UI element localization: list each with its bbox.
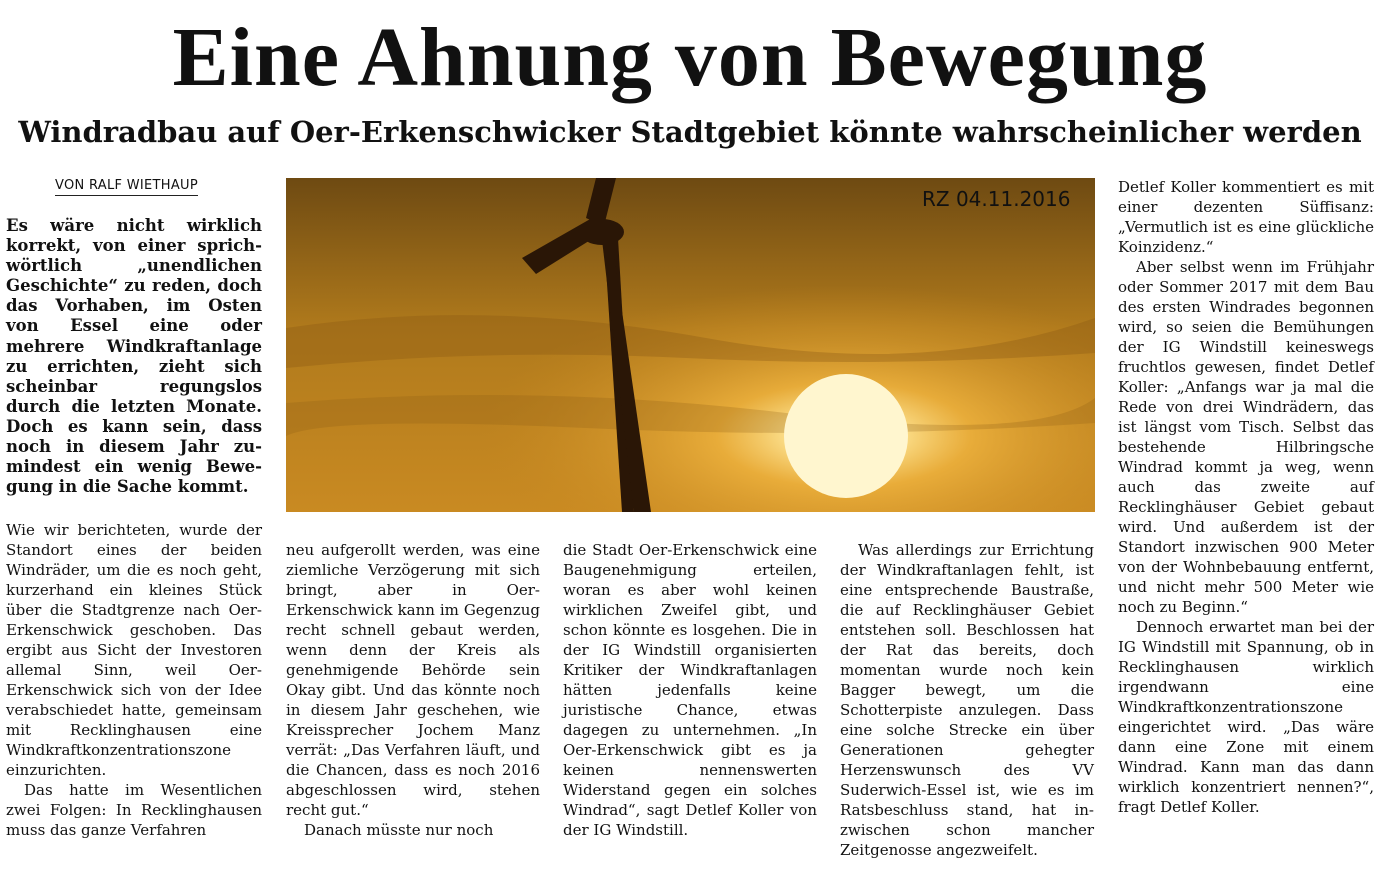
- article-column-2: [286, 540, 540, 840]
- paragraph: Dennoch erwartet man bei der IG Windstill mit Spannung, ob in Recklinghausen wirklich irgendwann eine Windkraftkonzentrationszone eingerichtet wird. „Das wäre dann eine Zone mit einem Windrad. Kann man das dann wirklich konzentriert nennen?“, fragt Detlef Koller.: [1118, 618, 1374, 816]
- paragraph: Was allerdings zur Errichtung der Windkraftanlagen fehlt, ist eine entsprechende Baustraße, die auf Recklinghäuser Gebiet entstehen soll. Beschlossen hat der Rat das bereits, doch momentan wurde noch kein Bagger bewegt, um die Schotterpiste anzulegen. Dass eine solche Strecke ein über Generationen gehegter Herzenswunsch des VV Suderwich-Essel ist, wie es im Ratsbeschluss stand, hat inzwischen schon mancher Zeitgenosse angezweifelt.: [840, 541, 1094, 859]
- photo-illustration: [286, 178, 1095, 512]
- sun: [784, 374, 908, 498]
- subheadline: Windradbau auf Oer-Erkenschwicker Stadtgebiet könnte wahrscheinlicher werden: [18, 115, 1362, 149]
- article-column-3: [563, 540, 817, 840]
- paragraph: die Stadt Oer-Erkenschwick eine Baugenehmigung erteilen, woran es aber wohl keinen wirklichen Zweifel gibt, und schon könnte es losgehen. Die in der IG Windstill organisierten Kritiker der Windkraftanlagen hätten jedenfalls keine juristische Chance, etwas dagegen zu unternehmen. „In Oer-Erkenschwick gibt es ja keinen nennenswerten Widerstand gegen ein solches Windrad“, sagt Detlef Koller von der IG Windstill.: [563, 541, 817, 839]
- paragraph: Das hatte im Wesentlichen zwei Folgen: In Recklinghausen muss das ganze Verfahren: [6, 781, 262, 839]
- article-column-1: [6, 520, 262, 840]
- paragraph: Aber selbst wenn im Frühjahr oder Sommer 2017 mit dem Bau des ersten Windrades begonnen wird, so seien die Bemühungen der IG Windstill keineswegs fruchtlos gewesen, findet Detlef Koller: „Anfangs war ja mal die Rede von drei Windrädern, das ist längst vom Tisch. Selbst das bestehende Hilbringsche Windrad kommt ja weg, wenn auch das zweite auf Recklinghäuser Gebiet gebaut wird. Und außerdem ist der Standort inzwischen 900 Meter von der Wohnbebauung entfernt, und nicht mehr 500 Meter wie noch zu Beginn.“: [1118, 258, 1374, 616]
- article-column-4: [840, 540, 1094, 860]
- paragraph: Wie wir berichteten, wurde der Standort eines der beiden Windräder, um die es noch geht, kurzerhand ein kleines Stück über die Stadtgrenze nach Oer-Erkenschwick geschoben. Das ergibt aus Sicht der Investoren allemal Sinn, weil Oer-Erkenschwick sich von der Idee verabschiedet hatte, gemeinsam mit Recklinghausen eine Windkraftkonzentrationszone einzurichten.: [6, 521, 262, 779]
- photo-date-stamp: RZ 04.11.2016: [922, 187, 1071, 211]
- lede-paragraph: Es wäre nicht wirklich korrekt, von einer sprichwörtlich „unendlichen Geschichte“ zu reden, doch das Vorhaben, im Osten von Essel eine oder mehrere Windkraftanlage zu errichten, zieht sich scheinbar regungslos durch die letzten Monate. Doch es kann sein, dass noch in diesem Jahr zumindest ein wenig Bewegung in die Sache kommt.: [6, 216, 262, 497]
- paragraph: Danach müsste nur noch: [304, 821, 494, 839]
- paragraph: Detlef Koller kommentiert es mit einer dezenten Süffisanz: „Vermutlich ist es eine glückliche Koinzidenz.“: [1118, 178, 1374, 256]
- wind-turbine-sunset-photo: [286, 178, 1095, 512]
- headline: Eine Ahnung von Bewegung: [172, 11, 1208, 104]
- article-column-5: [1118, 177, 1374, 817]
- paragraph: neu aufgerollt werden, was eine ziemliche Verzögerung mit sich bringt, aber in Oer-Erkenschwick kann im Gegenzug recht schnell gebaut werden, wenn denn der Kreis als genehmigende Behörde sein Okay gibt. Und das könnte noch in diesem Jahr geschehen, wie Kreissprecher Jochem Manz verrät: „Das Verfahren läuft, und die Chancen, dass es noch 2016 abgeschlossen wird, stehen recht gut.“: [286, 541, 540, 819]
- byline: VON RALF WIETHAUP: [55, 178, 198, 196]
